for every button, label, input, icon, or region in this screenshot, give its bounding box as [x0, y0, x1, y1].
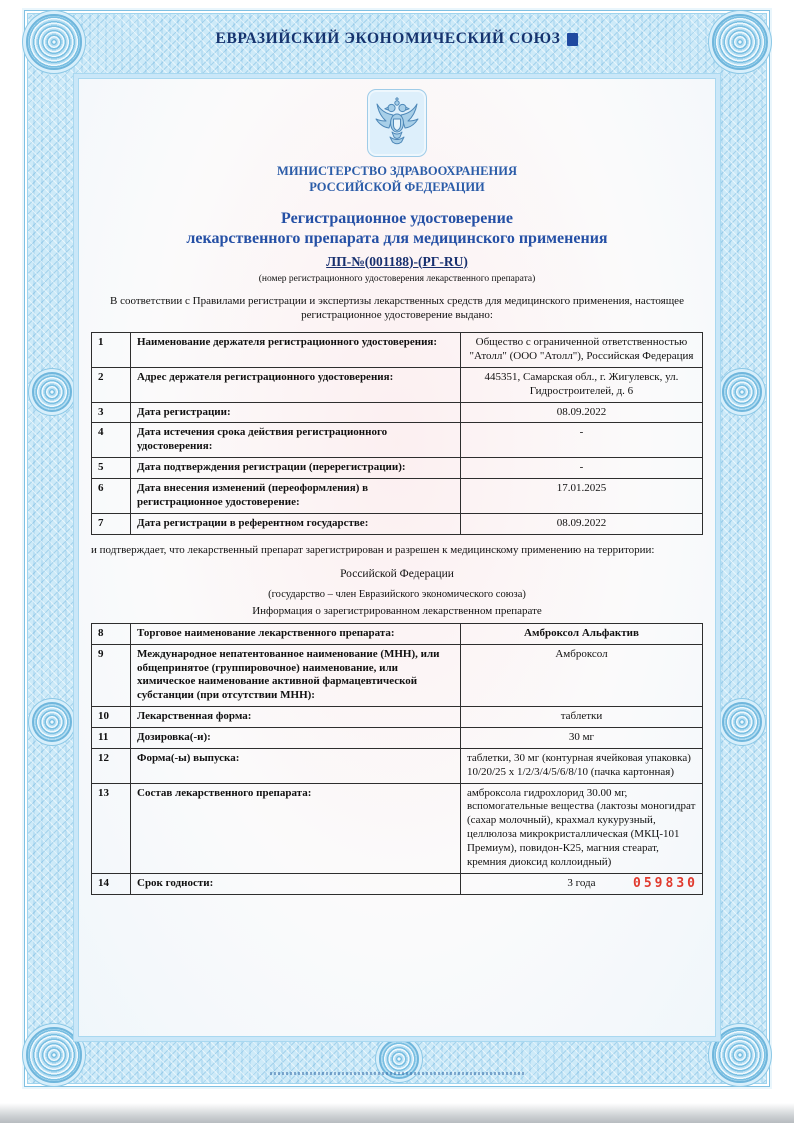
rosette-ornament: [26, 1027, 82, 1083]
row-label: Срок годности:: [131, 873, 461, 894]
row-number: 1: [92, 333, 131, 368]
row-number: 5: [92, 458, 131, 479]
eaeu-banner-title: ЕВРАЗИЙСКИЙ ЭКОНОМИЧЕСКИЙ СОЮЗ: [215, 30, 561, 47]
row-value: амброксола гидрохлорид 30.00 мг, вспомогательные вещества (лактозы моногидрат (сахар молочный), крахмал кукурузный, целлюлоза микрокристаллическая (МКЦ-101 Премиум), повидон-К25, магния стеарат, кремния диоксид коллоидный): [460, 783, 702, 873]
row-value: 08.09.2022: [460, 402, 702, 423]
row-label: Форма(-ы) выпуска:: [131, 748, 461, 783]
document-title-line-2: лекарственного препарата для медицинского применения: [186, 229, 608, 247]
ministry-line-1: МИНИСТЕРСТВО ЗДРАВООХРАНЕНИЯ: [277, 164, 517, 178]
coat-of-arms-plaque: [367, 89, 427, 157]
row-number: 3: [92, 402, 131, 423]
row-value: [460, 873, 702, 894]
row-number: 2: [92, 367, 131, 402]
row-label: Дата подтверждения регистрации (перерегистрации):: [131, 458, 461, 479]
table-row: [92, 478, 703, 513]
row-number: 4: [92, 423, 131, 458]
double-eagle-icon: [374, 95, 420, 151]
document-title-line-1: Регистрационное удостоверение: [281, 209, 513, 227]
row-value: Амброксол: [460, 644, 702, 706]
row-value: 17.01.2025: [460, 478, 702, 513]
registration-number-caption: (номер регистрационного удостоверения лекарственного препарата): [258, 273, 536, 284]
row-value: 30 мг: [460, 728, 702, 749]
rosette-ornament: [712, 1027, 768, 1083]
table-row: [92, 748, 703, 783]
table-row: [92, 333, 703, 368]
product-info-caption: Информация о зарегистрированном лекарственном препарате: [252, 604, 542, 617]
microtext-line: [270, 1072, 524, 1075]
rosette-ornament: [32, 372, 72, 412]
row-number: 6: [92, 478, 131, 513]
row-label: Дата внесения изменений (переоформления) в регистрационное удостоверение:: [131, 478, 461, 513]
row-value: Амброксол Альфактив: [460, 623, 702, 644]
row-number: 8: [92, 623, 131, 644]
row-number: 9: [92, 644, 131, 706]
row-number: 7: [92, 513, 131, 534]
row-value: Общество с ограниченной ответственностью "Атолл" (ООО "Атолл"), Российская Федерация: [460, 333, 702, 368]
row-value: таблетки, 30 мг (контурная ячейковая упаковка) 10/20/25 х 1/2/3/4/5/6/8/10 (пачка картонная): [460, 748, 702, 783]
eaeu-logo-icon: [567, 33, 578, 46]
table-row: [92, 873, 703, 894]
row-label: Дата регистрации в референтном государстве:: [131, 513, 461, 534]
table-row: [92, 783, 703, 873]
row-label: Дата истечения срока действия регистрационного удостоверения:: [131, 423, 461, 458]
table-row: [92, 513, 703, 534]
table-row: [92, 458, 703, 479]
ministry-line-2: РОССИЙСКОЙ ФЕДЕРАЦИИ: [309, 180, 485, 195]
table-row: [92, 402, 703, 423]
rosette-ornament: [722, 372, 762, 412]
table-row: [92, 423, 703, 458]
holder-info-table: [91, 332, 703, 534]
row-value: 08.09.2022: [460, 513, 702, 534]
scan-shadow: [0, 1103, 794, 1123]
product-info-table: [91, 623, 703, 895]
row-label: Лекарственная форма:: [131, 707, 461, 728]
rosette-ornament: [722, 702, 762, 742]
registration-number: ЛП-№(001188)-(РГ-RU): [326, 253, 468, 269]
row-number: 14: [92, 873, 131, 894]
row-label: Международное непатентованное наименование (МНН), или общепринятое (группировочное) наименование, или химическое наименование активной фармацевтической субстанции (при отсутствии МНН):: [131, 644, 461, 706]
table-row: [92, 728, 703, 749]
certificate-body: [78, 78, 716, 1037]
row-value: таблетки: [460, 707, 702, 728]
table-row: [92, 644, 703, 706]
table-row: [92, 623, 703, 644]
shelf-life-value: 3 года: [567, 876, 596, 889]
territory-name: Российской Федерации: [340, 567, 454, 580]
row-label: Состав лекарственного препарата:: [131, 783, 461, 873]
row-label: Торговое наименование лекарственного препарата:: [131, 623, 461, 644]
row-label: Дозировка(-и):: [131, 728, 461, 749]
row-number: 10: [92, 707, 131, 728]
table-row: [92, 707, 703, 728]
document-title: [91, 209, 703, 249]
table-row: [92, 367, 703, 402]
row-label: Наименование держателя регистрационного удостоверения:: [131, 333, 461, 368]
intro-paragraph: В соответствии с Правилами регистрации и экспертизы лекарственных средств для медицинского применения, настоящее регистрационное удостоверение выдано:: [110, 294, 684, 321]
eaeu-banner: [0, 30, 794, 48]
row-label: Дата регистрации:: [131, 402, 461, 423]
territory-caption: (государство – член Евразийского экономического союза): [268, 588, 526, 600]
ministry-name: [91, 163, 703, 196]
row-value: -: [460, 423, 702, 458]
serial-number-stamp: 059830: [633, 875, 698, 891]
row-value: -: [460, 458, 702, 479]
row-number: 12: [92, 748, 131, 783]
rosette-ornament: [32, 702, 72, 742]
row-number: 13: [92, 783, 131, 873]
row-label: Адрес держателя регистрационного удостоверения:: [131, 367, 461, 402]
row-value: 445351, Самарская обл., г. Жигулевск, ул. Гидростроителей, д. 6: [460, 367, 702, 402]
confirmation-text: и подтверждает, что лекарственный препарат зарегистрирован и разрешен к медицинскому применению на территории:: [91, 543, 655, 556]
row-number: 11: [92, 728, 131, 749]
